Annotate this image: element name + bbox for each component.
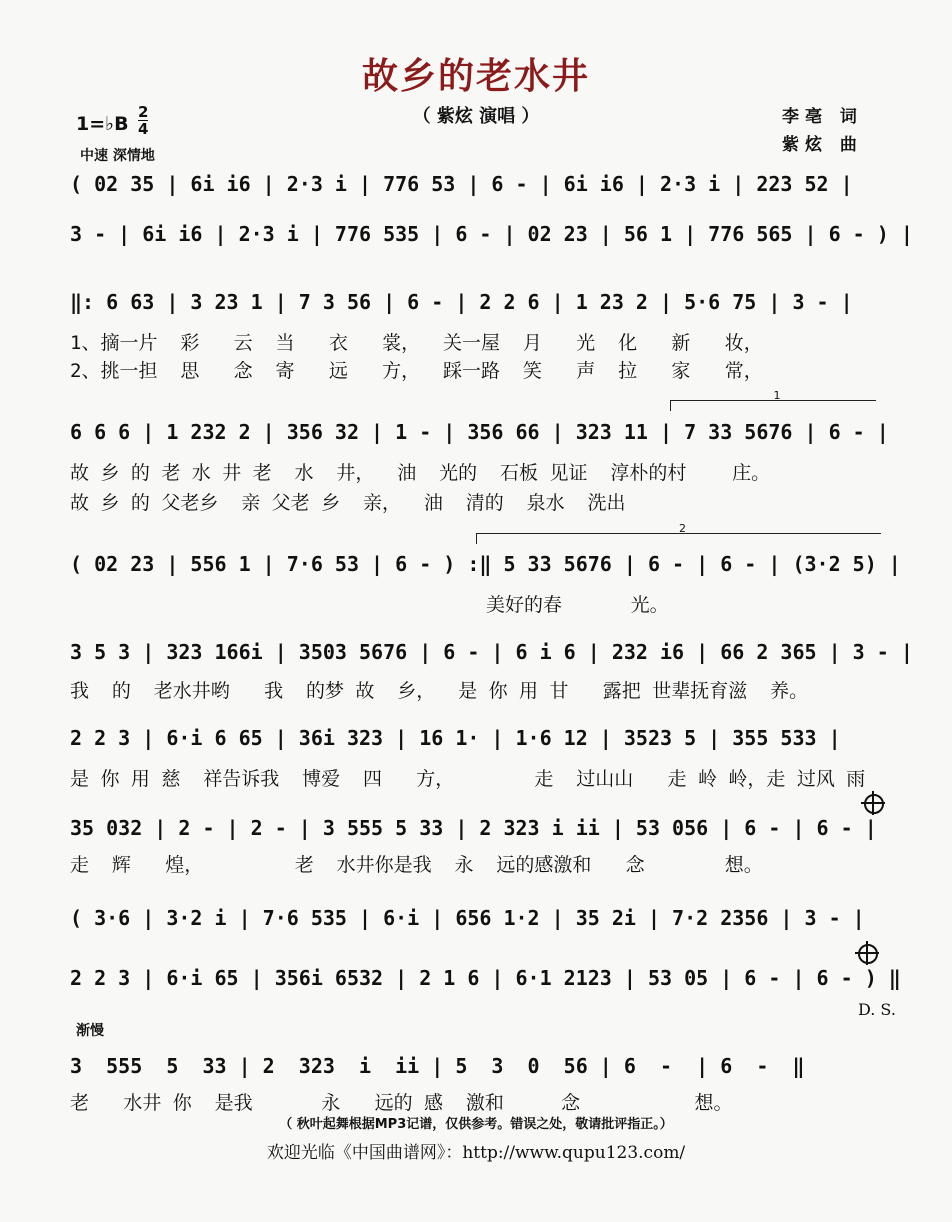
volta-2: 2 [476,533,881,544]
volta-1: 1 [670,400,876,411]
song-title: 故乡的老水井 [361,56,590,97]
performer-line: （ 紫炫 演唱 ） [412,106,540,127]
coda-sign-icon [864,794,884,814]
music-row-9: ( 3·6 | 3·2 i | 7·6 535 | 6·i | 656 1·2 | 35 2i | 7·2 2356 | 3 - | [70,906,865,930]
lyric-row-5: 美好的春 光。 [486,594,669,616]
music-row-11: 3 555 5 33 | 2 323 i ii | 5 3 0 56 | 6 - | 6 - ‖ [70,1054,805,1078]
lyric-row-4: 故 乡 的 父老乡 亲 父老 乡 亲， 油 清的 泉水 洗出 [70,492,626,514]
lyric-row-6: 我 的 老水井哟 我 的梦 故 乡， 是 你 用 甘 露把 世辈抚育滋 养。 [70,680,809,702]
lyricist-credit: 李亳 词 [782,107,863,127]
tempo-marking: 中速 深情地 [80,148,155,164]
lyric-row-8: 走 辉 煌， 老 水井你是我 永 远的感激和 念 想。 [70,854,763,876]
lyric-row-3: 故 乡 的 老 水 井 老 水 井， 油 光的 石板 见证 淳朴的村 庄。 [70,462,771,484]
site-footer: 欢迎光临《中国曲谱网》：http://www.qupu123.com/ [266,1143,686,1163]
music-row-5: ( 02 23 | 556 1 | 7·6 53 | 6 - ) :‖ 5 33 5676 | 6 - | 6 - | (3·2 5) | [70,552,901,576]
lyric-row-2: 2、挑一担 思 念 寄 远 方， 踩一路 笑 声 拉 家 常， [70,360,763,382]
lyric-row-7: 是 你 用 慈 祥告诉我 博爱 四 方， 走 过山山 走 岭 岭，走 过风 雨 [70,768,866,790]
music-row-1: ( 02 35 | 6i i6 | 2·3 i | 776 53 | 6 - | 6i i6 | 2·3 i | 223 52 | [70,172,853,196]
composer-credit: 紫炫 曲 [782,135,863,155]
music-row-10: 2 2 3 | 6·i 65 | 356i 6532 | 2 1 6 | 6·1 2123 | 53 05 | 6 - | 6 - ) ‖ [70,966,901,990]
lyric-row-9: 老 水井 你 是我 永 远的 感 激和 念 想。 [70,1092,733,1114]
coda-sign-icon [858,944,878,964]
music-row-3: ‖: 6 63 | 3 23 1 | 7 3 56 | 6 - | 2 2 6 | 1 23 2 | 5·6 75 | 3 - | [70,290,853,314]
transcription-note: （ 秋叶起舞根据MP3记谱，仅供参考。错误之处，敬请批评指正。） [279,1117,673,1132]
ritardando-mark: 渐慢 [76,1023,104,1039]
dal-segno-mark: D. S. [858,1000,896,1019]
music-row-7: 2 2 3 | 6·i 6 65 | 36i 323 | 16 1· | 1·6 12 | 3523 5 | 355 533 | [70,726,841,750]
key-signature: 1=♭B [76,113,129,135]
lyric-row-1: 1、摘一片 彩 云 当 衣 裳， 关一屋 月 光 化 新 妆， [70,332,763,354]
music-row-2: 3 - | 6i i6 | 2·3 i | 776 535 | 6 - | 02 23 | 56 1 | 776 565 | 6 - ) | [70,222,913,246]
music-row-4: 6 6 6 | 1 232 2 | 356 32 | 1 - | 356 66 | 323 11 | 7 33 5676 | 6 - | [70,420,889,444]
time-signature: 2 4 [138,103,149,138]
music-row-8: 35 032 | 2 - | 2 - | 3 555 5 33 | 2 323 i ii | 53 056 | 6 - | 6 - | [70,816,877,840]
music-row-6: 3 5 3 | 323 166i | 3503 5676 | 6 - | 6 i 6 | 232 i6 | 66 2 365 | 3 - | [70,640,913,664]
